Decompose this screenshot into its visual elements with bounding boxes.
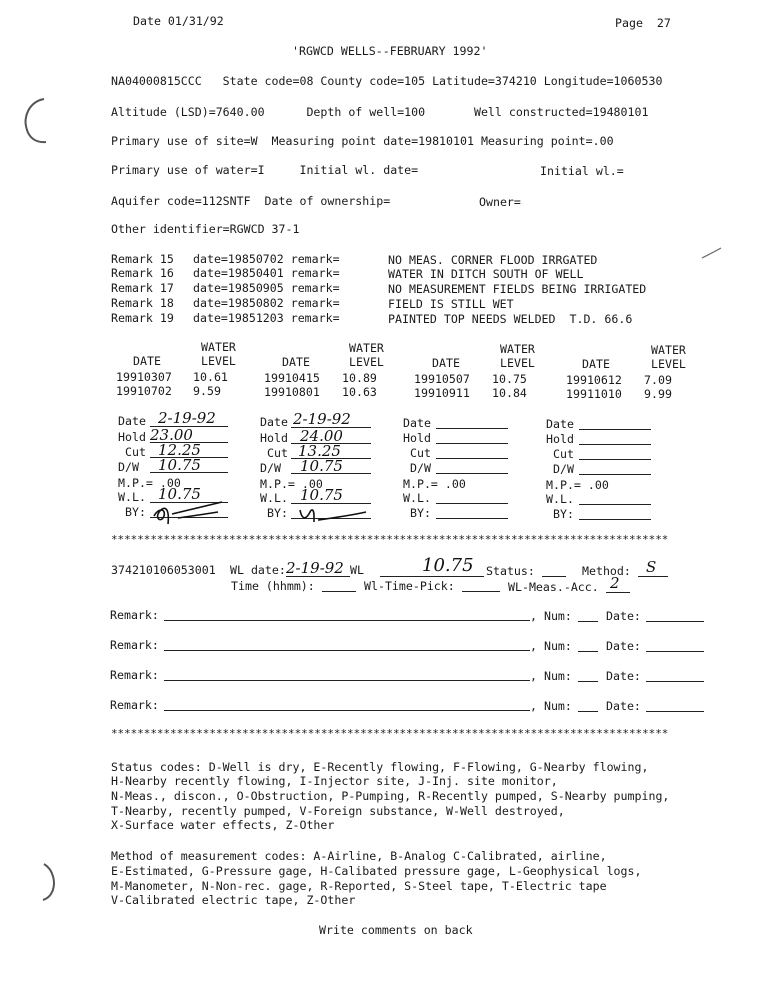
wl-label: WL xyxy=(350,563,364,577)
form-date-label: Date xyxy=(260,415,288,429)
remark-label: Remark 15 xyxy=(111,252,174,266)
header-level: LEVEL xyxy=(349,355,384,369)
header-level: LEVEL xyxy=(500,356,535,370)
table-cell-date: 19911010 xyxy=(566,387,622,401)
date-field[interactable] xyxy=(646,651,704,652)
remark-entry-label: Remark: xyxy=(110,698,159,712)
form-date-value[interactable]: 2-19-92 xyxy=(158,409,216,427)
form-dw-field[interactable] xyxy=(579,474,651,475)
form-hold-label: Hold xyxy=(403,431,431,445)
form-cut-field[interactable] xyxy=(579,459,651,460)
remark-label: Remark 17 xyxy=(111,281,174,295)
date-label: Date: xyxy=(606,699,641,713)
num-label: , Num: xyxy=(530,669,572,683)
check-mark-margin xyxy=(700,246,724,260)
form-dw-value[interactable]: 10.75 xyxy=(300,457,343,475)
star-separator-1: ************************************************************************************* xyxy=(111,533,669,546)
form-hold-field[interactable] xyxy=(579,444,651,445)
form-date-field[interactable] xyxy=(579,429,651,430)
signature-initials-1[interactable] xyxy=(148,496,228,528)
remark-date: date=19850905 remark= xyxy=(193,281,340,295)
status-codes-line: Status codes: D-Well is dry, E-Recently flowing, F-Flowing, G-Nearby flowing, xyxy=(111,760,649,774)
form-by-field[interactable] xyxy=(436,518,508,519)
form-dw-label: D/W xyxy=(260,461,281,475)
remark-date: date=19850401 remark= xyxy=(193,266,340,280)
num-label: , Num: xyxy=(530,639,572,653)
remark-date: date=19851203 remark= xyxy=(193,311,340,325)
form-mp-label: M.P.= .00 xyxy=(546,478,609,492)
form-cut-value[interactable]: 12.25 xyxy=(158,441,201,459)
wl-meas-acc-label: WL-Meas.-Acc. xyxy=(508,580,599,594)
header-water: WATER xyxy=(500,342,535,356)
form-wl-field[interactable] xyxy=(579,504,651,505)
initial-wl-label: Initial wl.= xyxy=(540,164,624,178)
form-wl-label: W.L. xyxy=(403,491,431,505)
site-id: 374210106053001 xyxy=(111,563,216,577)
table-cell-date: 19910612 xyxy=(566,373,622,387)
header-water: WATER xyxy=(201,340,236,354)
star-separator-2: ************************************************************************************* xyxy=(111,727,669,740)
date-label: Date: xyxy=(606,639,641,653)
footer-note: Write comments on back xyxy=(319,923,473,937)
remark-text: PAINTED TOP NEEDS WELDED T.D. 66.6 xyxy=(388,312,633,326)
date-field[interactable] xyxy=(646,711,704,712)
num-field[interactable] xyxy=(578,621,598,622)
owner-label: Owner= xyxy=(479,195,521,209)
method-codes-line: Method of measurement codes: A-Airline, B-Analog C-Calibrated, airline, xyxy=(111,849,607,863)
status-codes-line: H-Nearby recently flowing, I-Injector site, J-Inj. site monitor, xyxy=(111,774,558,788)
remark-entry-field[interactable] xyxy=(164,710,530,711)
header-date: DATE xyxy=(282,355,310,369)
site-line-altitude: Altitude (LSD)=7640.00 Depth of well=100 Well constructed=19480101 xyxy=(111,105,649,119)
remark-text: FIELD IS STILL WET xyxy=(388,297,514,311)
table-cell-date: 19910415 xyxy=(264,371,320,385)
remark-label: Remark 18 xyxy=(111,296,174,310)
date-label: Date: xyxy=(606,669,641,683)
table-cell-date: 19910911 xyxy=(414,386,470,400)
header-water: WATER xyxy=(651,343,686,357)
header-date: DATE xyxy=(133,354,161,368)
remark-date: date=19850702 remark= xyxy=(193,252,340,266)
form-hold-label: Hold xyxy=(546,432,574,446)
date-field[interactable] xyxy=(646,621,704,622)
remark-text: NO MEAS. CORNER FLOOD IRRGATED xyxy=(388,253,598,267)
form-wl-label: W.L. xyxy=(260,491,288,505)
table-cell-date: 19910507 xyxy=(414,372,470,386)
table-cell-level: 10.75 xyxy=(492,372,527,386)
form-cut-label: Cut xyxy=(553,447,574,461)
status-codes-line: T-Nearby, recently pumped, V-Foreign substance, W-Well destroyed, xyxy=(111,804,565,818)
status-codes-line: X-Surface water effects, Z-Other xyxy=(111,818,335,832)
form-wl-value[interactable]: 10.75 xyxy=(300,486,343,504)
wl-date-label: WL date: xyxy=(230,563,286,577)
method-codes-line: E-Estimated, G-Pressure gage, H-Calibated pressure gage, L-Geophysical logs, xyxy=(111,864,642,878)
header-date: DATE xyxy=(432,356,460,370)
form-cut-label: Cut xyxy=(125,445,146,459)
form-wl-field[interactable] xyxy=(436,503,508,504)
binder-hole-bottom xyxy=(40,862,64,902)
table-cell-level: 10.89 xyxy=(342,371,377,385)
form-date-label: Date xyxy=(403,416,431,430)
remark-entry-field[interactable] xyxy=(164,650,530,651)
table-cell-level: 10.61 xyxy=(193,370,228,384)
method-label: Method: xyxy=(582,564,631,578)
status-codes-line: N-Meas., discon., O-Obstruction, P-Pumping, R-Recently pumped, S-Nearby pumping, xyxy=(111,789,670,803)
form-dw-value[interactable]: 10.75 xyxy=(158,456,201,474)
remark-date: date=19850802 remark= xyxy=(193,296,340,310)
header-level: LEVEL xyxy=(651,357,686,371)
form-date-field[interactable] xyxy=(436,428,508,429)
num-label: , Num: xyxy=(530,699,572,713)
wl-time-pick-field[interactable] xyxy=(462,591,500,592)
method-codes-line: M-Manometer, N-Non-rec. gage, R-Reported, S-Steel tape, T-Electric tape xyxy=(111,879,607,893)
form-hold-label: Hold xyxy=(118,430,146,444)
form-dw-field[interactable] xyxy=(436,473,508,474)
method-value[interactable]: S xyxy=(646,558,657,576)
time-label: Time (hhmm): xyxy=(231,579,315,593)
site-line-aquifer: Aquifer code=112SNTF Date of ownership= xyxy=(111,194,391,208)
remark-label: Remark 16 xyxy=(111,266,174,280)
form-dw-label: D/W xyxy=(410,461,431,475)
form-cut-label: Cut xyxy=(410,446,431,460)
form-wl-value[interactable]: 10.75 xyxy=(158,485,201,503)
status-label: Status: xyxy=(486,564,535,578)
form-mp-label: M.P.= .00 xyxy=(118,476,181,490)
date-field[interactable] xyxy=(646,681,704,682)
remark-entry-field[interactable] xyxy=(164,620,530,621)
site-line-identifier: Other identifier=RGWCD 37-1 xyxy=(111,222,300,236)
form-by-field[interactable] xyxy=(579,519,651,520)
form-by-label: BY: xyxy=(267,506,288,520)
form-cut-value[interactable]: 13.25 xyxy=(298,442,341,460)
remark-text: WATER IN DITCH SOUTH OF WELL xyxy=(388,267,584,281)
table-cell-level: 10.63 xyxy=(342,385,377,399)
form-date-label: Date xyxy=(118,414,146,428)
remark-label: Remark 19 xyxy=(111,311,174,325)
table-cell-level: 9.99 xyxy=(644,387,672,401)
wl-meas-acc-value[interactable]: 2 xyxy=(610,574,620,592)
wl-value[interactable]: 10.75 xyxy=(422,555,474,576)
table-cell-date: 19910702 xyxy=(116,384,172,398)
num-field[interactable] xyxy=(578,651,598,652)
header-level: LEVEL xyxy=(201,354,236,368)
remark-entry-label: Remark: xyxy=(110,608,159,622)
remark-entry-field[interactable] xyxy=(164,680,530,681)
report-title: 'RGWCD WELLS--FEBRUARY 1992' xyxy=(292,44,488,58)
remark-text: NO MEASUREMENT FIELDS BEING IRRIGATED xyxy=(388,282,647,296)
form-by-label: BY: xyxy=(125,505,146,519)
form-hold-value[interactable]: 24.00 xyxy=(300,427,343,445)
form-cut-field[interactable] xyxy=(436,458,508,459)
form-hold-value[interactable]: 23.00 xyxy=(150,426,193,444)
table-cell-date: 19910801 xyxy=(264,385,320,399)
remark-entry-label: Remark: xyxy=(110,668,159,682)
form-wl-label: W.L. xyxy=(118,490,146,504)
time-field[interactable] xyxy=(322,591,356,592)
form-mp-label: M.P.= .00 xyxy=(403,477,466,491)
signature-initials-2[interactable] xyxy=(292,502,372,528)
form-hold-label: Hold xyxy=(260,431,288,445)
status-field[interactable] xyxy=(542,576,566,577)
table-cell-level: 9.59 xyxy=(193,384,221,398)
table-cell-level: 10.84 xyxy=(492,386,527,400)
num-label: , Num: xyxy=(530,609,572,623)
form-mp-label: M.P.= .00 xyxy=(260,477,323,491)
site-line-primary-use: Primary use of site=W Measuring point date=19810101 Measuring point=.00 xyxy=(111,134,614,148)
form-date-label: Date xyxy=(546,417,574,431)
num-field[interactable] xyxy=(578,681,598,682)
form-dw-label: D/W xyxy=(118,460,139,474)
table-cell-level: 7.09 xyxy=(644,373,672,387)
form-by-label: BY: xyxy=(553,507,574,521)
form-cut-label: Cut xyxy=(267,446,288,460)
site-line-water-use: Primary use of water=I Initial wl. date= xyxy=(111,163,419,177)
binder-hole-top xyxy=(22,96,52,146)
form-dw-label: D/W xyxy=(553,462,574,476)
wl-time-pick-label: Wl-Time-Pick: xyxy=(364,579,455,593)
form-hold-field[interactable] xyxy=(436,443,508,444)
table-cell-date: 19910307 xyxy=(116,370,172,384)
header-date: DATE xyxy=(582,357,610,371)
header-date: Date 01/31/92 xyxy=(133,14,224,28)
wl-date-value[interactable]: 2-19-92 xyxy=(286,559,344,577)
header-water: WATER xyxy=(349,341,384,355)
form-wl-label: W.L. xyxy=(546,492,574,506)
site-line-codes: NA04000815CCC State code=08 County code=105 Latitude=374210 Longitude=1060530 xyxy=(111,74,663,88)
num-field[interactable] xyxy=(578,711,598,712)
method-codes-line: V-Calibrated electric tape, Z-Other xyxy=(111,893,356,907)
header-page: Page 27 xyxy=(615,16,671,30)
date-label: Date: xyxy=(606,609,641,623)
remark-entry-label: Remark: xyxy=(110,638,159,652)
form-date-value[interactable]: 2-19-92 xyxy=(293,410,351,428)
form-by-label: BY: xyxy=(410,506,431,520)
